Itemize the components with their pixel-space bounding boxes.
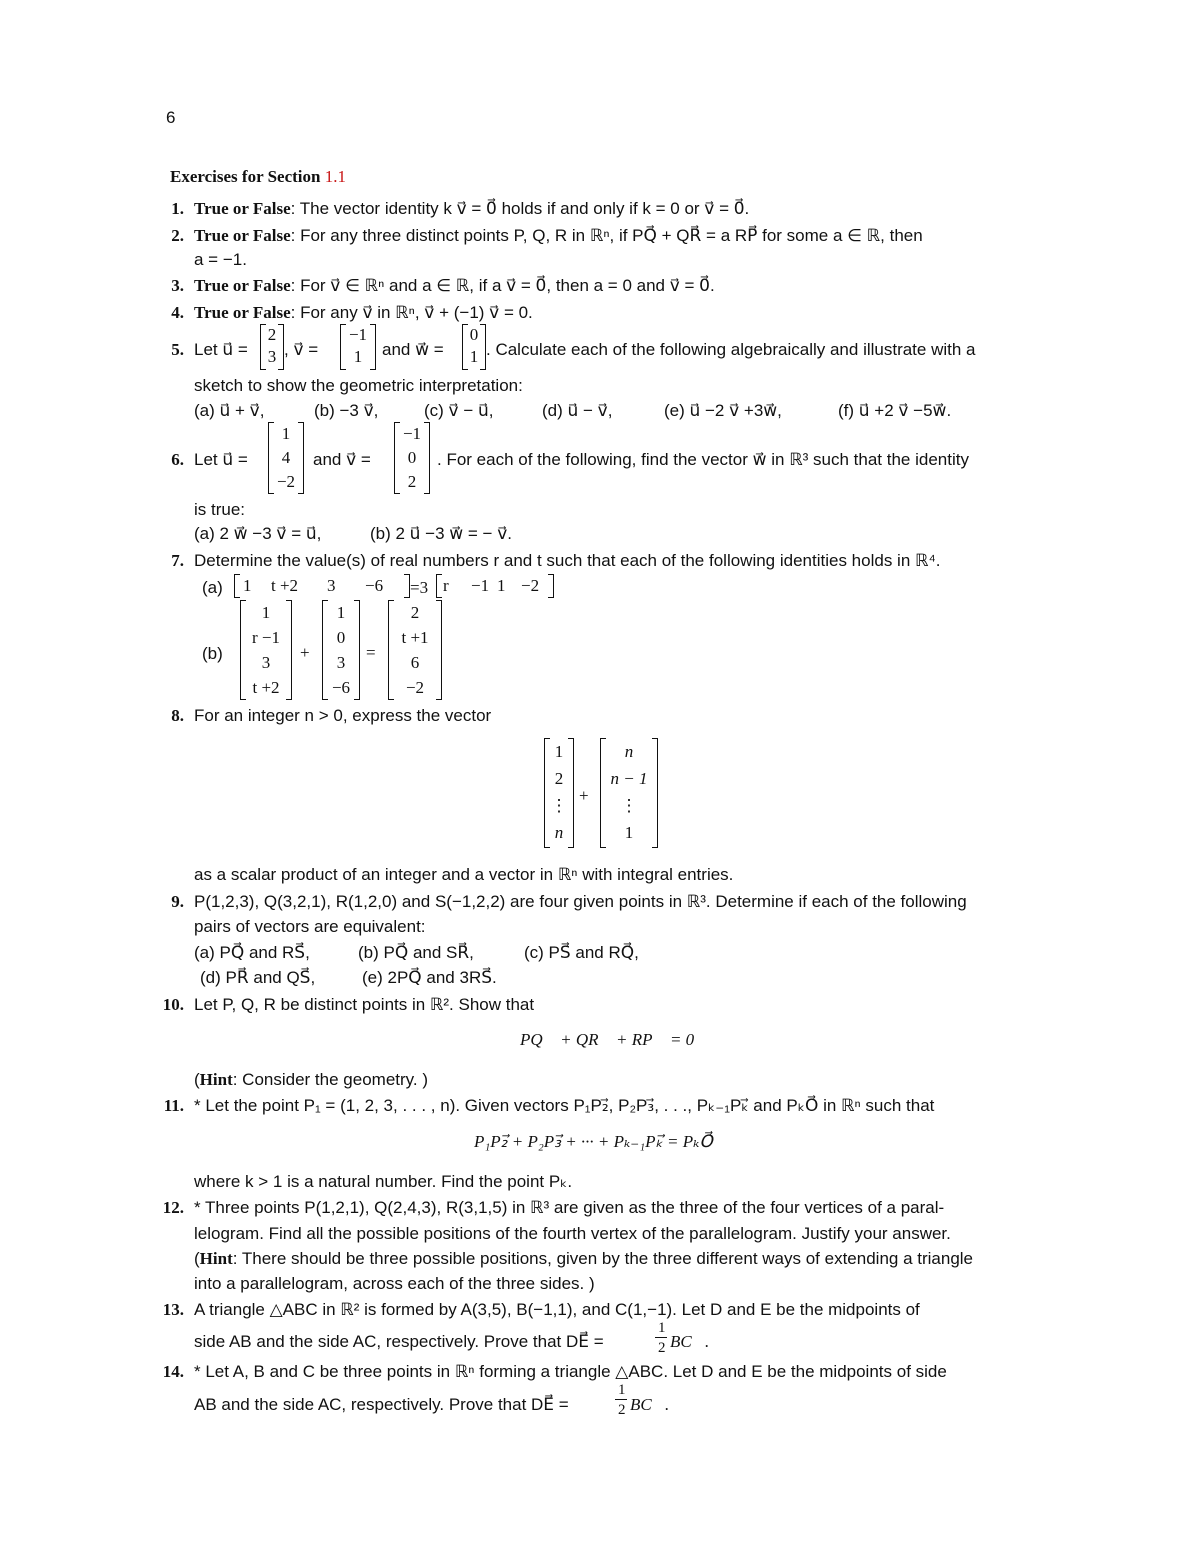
ex12-text: * Three points P(1,2,1), Q(2,4,3), R(3,1,5) in ℝ³ are given as the three of the four vertices of a paral- (194, 1198, 945, 1217)
matrix-entry: 1 (497, 576, 506, 595)
ex5-and-w: and w⃗ = (382, 340, 444, 359)
ex14-text: * Let A, B and C be three points in ℝⁿ forming a triangle △ABC. Let D and E be the midpoints of side (194, 1362, 947, 1381)
ex6-rest: . For each of the following, find the vector w⃗ in ℝ³ such that the identity (437, 450, 969, 469)
matrix-entry: 3 (261, 653, 271, 672)
matrix-entry: −6 (331, 678, 351, 697)
matrix-entry: r (443, 576, 449, 595)
ex6-part-a: (a) 2 w⃗ −3 v⃗ = u⃗, (194, 524, 322, 543)
hint-label: Hint (199, 1070, 233, 1089)
plus-sign: + (300, 643, 310, 662)
matrix-w (462, 324, 486, 370)
page-number: 6 (166, 108, 176, 127)
ex9-part-e: (e) 2PQ⃗ and 3RS⃗. (362, 968, 497, 987)
matrix-entry: −2 (276, 472, 296, 491)
section-heading (170, 167, 346, 187)
true-false-label: True or False (194, 276, 291, 295)
matrix-entry: 2 (407, 472, 417, 491)
ex9-part-b: (b) PQ⃗ and SR⃗, (358, 943, 474, 962)
ex13-text: A triangle △ABC in ℝ² is formed by A(3,5), B(−1,1), and C(1,−1). Let D and E be the midpoints of (194, 1300, 920, 1319)
exercise-number-14: 14. (162, 1362, 184, 1381)
fraction-numerator: 1 (658, 1320, 666, 1336)
column-vector-1 (544, 738, 574, 848)
matrix-entry: ⋮ (620, 796, 638, 815)
fraction-numerator: 1 (618, 1382, 626, 1398)
exercise-3-text: : For v⃗ ∈ ℝⁿ and a ∈ ℝ, if a v⃗ = 0⃗, then a = 0 and v⃗ = 0⃗. (290, 276, 715, 295)
exercise-number-8: 8. (171, 706, 184, 725)
ex13-cont: side AB and the side AC, respectively. Prove that DE⃗ = (194, 1332, 604, 1351)
ex7-a-mid: =3 (410, 578, 429, 597)
matrix-entry: −1 (402, 424, 422, 443)
exercise-1 (194, 199, 749, 219)
matrix-entry: 2 (267, 325, 277, 344)
matrix-entry: −2 (405, 678, 425, 697)
matrix-entry: 1 (353, 347, 363, 366)
ex8-text: For an integer n > 0, express the vector (194, 706, 492, 725)
ex9-part-c: (c) PS⃗ and RQ⃗, (524, 943, 639, 962)
matrix-entry: ⋮ (550, 796, 568, 815)
matrix-entry: 3 (336, 653, 346, 672)
matrix-entry: t +1 (401, 628, 429, 647)
equals-sign: = (366, 643, 376, 662)
matrix-entry: 2 (554, 769, 564, 788)
hint-text: : There should be three possible positions, given by the three different ways of extending a triangle (232, 1249, 974, 1268)
ex10-equation: PQ⃗ + QR⃗ + RP⃗ = 0⃗ (520, 1030, 708, 1049)
ex10-hint: (Hint: Consider the geometry. ) (194, 1070, 429, 1089)
exercise-number-12: 12. (162, 1198, 184, 1217)
exercise-2 (194, 226, 923, 246)
ex6-let: Let u⃗ = (194, 450, 248, 469)
ex8-cont: as a scalar product of an integer and a vector in ℝⁿ with integral entries. (194, 865, 734, 884)
ex9-part-d: (d) PR⃗ and QS⃗, (200, 968, 316, 987)
matrix-entry: 1 (243, 576, 252, 595)
exercise-number-1: 1. (171, 199, 184, 218)
exercise-number-11: 11. (163, 1096, 184, 1115)
matrix-entry: n − 1 (610, 769, 648, 788)
ex5-part-d: (d) u⃗ − v⃗, (542, 401, 613, 420)
exercise-2-text: : For any three distinct points P, Q, R in ℝⁿ, if PQ⃗ + QR⃗ = a RP⃗ for some a ∈ ℝ, then (290, 226, 923, 245)
ex9-cont: pairs of vectors are equivalent: (194, 917, 426, 936)
section-ref-link[interactable]: 1.1 (324, 167, 346, 186)
matrix-entry: 1 (554, 742, 564, 761)
matrix-v (340, 324, 376, 370)
column-vector-2 (322, 600, 360, 700)
exercise-number-5: 5. (171, 340, 184, 359)
ex9-text: P(1,2,3), Q(3,2,1), R(1,2,0) and S(−1,2,2) are four given points in ℝ³. Determine if each of the following (194, 892, 967, 911)
exercise-number-4: 4. (171, 303, 184, 322)
matrix-entry: 6 (410, 653, 420, 672)
exercise-number-13: 13. (162, 1300, 184, 1319)
matrix-entry: 3 (327, 576, 336, 595)
ex5-let: Let u⃗ = (194, 340, 248, 359)
exercise-number-7: 7. (171, 551, 184, 570)
ex5-part-b: (b) −3 v⃗, (314, 401, 379, 420)
exercise-1-text: : The vector identity k v⃗ = 0⃗ holds if and only if k = 0 or v⃗ = 0⃗. (290, 199, 750, 218)
ex5-part-f: (f) u⃗ +2 v⃗ −5w⃗. (838, 401, 952, 420)
exercise-2-cont: a = −1. (194, 250, 247, 269)
matrix-entry: 1 (261, 603, 271, 622)
column-vector-1 (240, 600, 292, 700)
fraction-denominator: 2 (618, 1402, 626, 1418)
row-vector-1 (234, 574, 410, 598)
true-false-label: True or False (194, 303, 291, 322)
exercise-number-3: 3. (171, 276, 184, 295)
ex6-part-b: (b) 2 u⃗ −3 w⃗ = − v⃗. (370, 524, 512, 543)
ex12-cont: lelogram. Find all the possible positions of the fourth vertex of the parallelogram. Justify your answer. (194, 1224, 951, 1243)
ex6-and-v: and v⃗ = (313, 450, 371, 469)
ex5-rest: . Calculate each of the following algebraically and illustrate with a (486, 340, 976, 359)
ex5-part-a: (a) u⃗ + v⃗, (194, 401, 265, 420)
matrix-u (268, 422, 304, 494)
matrix-entry: t +2 (271, 576, 299, 595)
ex6-cont: is true: (194, 500, 246, 519)
exercise-3 (194, 276, 715, 296)
fraction-bar (615, 1399, 627, 1400)
matrix-entry: −1 (471, 576, 490, 595)
matrix-entry: −6 (365, 576, 384, 595)
ex14-tail: BC⃗. (630, 1395, 670, 1414)
matrix-u (260, 324, 284, 370)
ex7-a-label: (a) (202, 578, 223, 597)
matrix-entry: 0 (407, 448, 417, 467)
matrix-entry: n (624, 742, 634, 761)
true-false-label: True or False (194, 226, 291, 245)
row-vector-2 (436, 574, 554, 598)
hint-label: Hint (199, 1249, 233, 1268)
ex11-cont: where k > 1 is a natural number. Find the point Pₖ. (194, 1172, 573, 1191)
plus-sign: + (579, 786, 589, 805)
matrix-entry: t +2 (252, 678, 280, 697)
matrix-v (394, 422, 430, 494)
matrix-entry: 0 (336, 628, 346, 647)
fraction-bar (655, 1337, 667, 1338)
matrix-entry: 1 (336, 603, 346, 622)
ex5-part-c: (c) v⃗ − u⃗, (424, 401, 494, 420)
ex11-text: * Let the point P₁ = (1, 2, 3, . . . , n). Given vectors P₁P₂⃗, P₂P₃⃗, . . ., Pₖ₋₁Pₖ⃗ and PₖO⃗ in ℝⁿ such that (194, 1096, 935, 1115)
matrix-entry: 2 (410, 603, 420, 622)
column-vector-2 (600, 738, 658, 848)
matrix-entry: 0 (469, 325, 479, 344)
exercise-number-2: 2. (171, 226, 184, 245)
ex12-hint: (Hint: There should be three possible positions, given by the three different ways of extending a triangle (194, 1249, 974, 1268)
ex5-v-eq: , v⃗ = (284, 340, 319, 359)
matrix-entry: 1 (624, 823, 634, 842)
ex11-equation: P₁P₂⃗ + P₂P₃⃗ + ··· + Pₖ₋₁Pₖ⃗ = PₖO⃗ (474, 1132, 713, 1151)
ex9-part-a: (a) PQ⃗ and RS⃗, (194, 943, 310, 962)
matrix-entry: 1 (281, 424, 291, 443)
matrix-entry: n (554, 823, 564, 842)
matrix-entry: −2 (521, 576, 540, 595)
ex10-text: Let P, Q, R be distinct points in ℝ². Show that (194, 995, 535, 1014)
ex13-tail: BC⃗. (670, 1332, 710, 1351)
matrix-entry: 1 (469, 347, 479, 366)
ex7-b-label: (b) (202, 644, 223, 663)
hint-text: : Consider the geometry. ) (232, 1070, 429, 1089)
matrix-entry: 4 (281, 448, 291, 467)
matrix-entry: −1 (348, 325, 368, 344)
ex5-cont: sketch to show the geometric interpretation: (194, 376, 523, 395)
exercise-number-10: 10. (162, 995, 184, 1014)
exercise-4 (194, 303, 533, 323)
matrix-entry: r −1 (252, 628, 280, 647)
ex14-cont: AB and the side AC, respectively. Prove that DE⃗ = (194, 1395, 569, 1414)
fraction-denominator: 2 (658, 1340, 666, 1356)
ex12-hint-cont: into a parallelogram, across each of the three sides. ) (194, 1274, 595, 1293)
heading-text: Exercises for Section (170, 167, 325, 186)
true-false-label: True or False (194, 199, 291, 218)
ex5-part-e: (e) u⃗ −2 v⃗ +3w⃗, (664, 401, 782, 420)
exercise-4-text: : For any v⃗ in ℝⁿ, v⃗ + (−1) v⃗ = 0. (290, 303, 533, 322)
exercise-number-9: 9. (171, 892, 184, 911)
matrix-entry: 3 (267, 347, 277, 366)
ex7-text: Determine the value(s) of real numbers r and t such that each of the following identities holds in ℝ⁴. (194, 551, 941, 570)
column-vector-3 (388, 600, 442, 700)
exercise-number-6: 6. (171, 450, 184, 469)
